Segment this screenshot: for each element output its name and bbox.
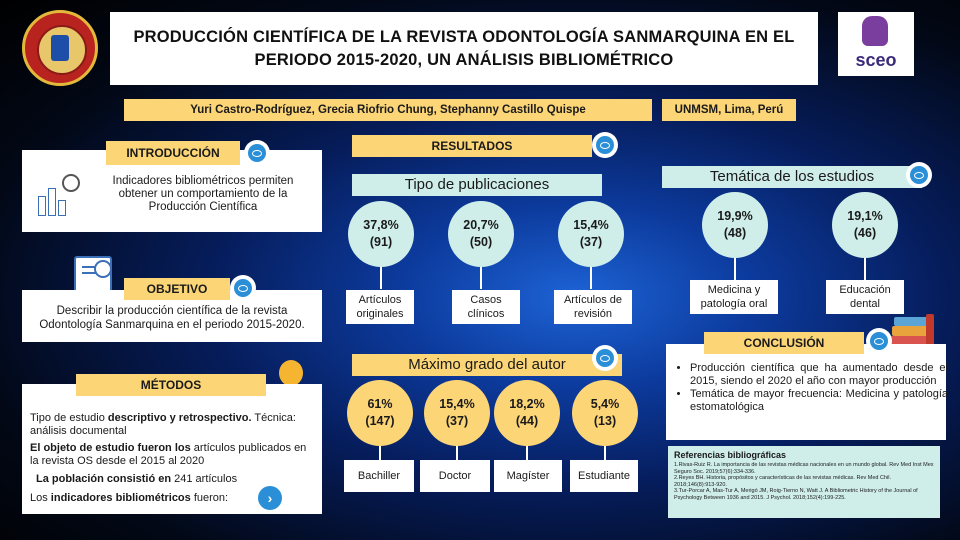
eye-icon — [592, 345, 618, 371]
metodos-paragraph-3 — [36, 473, 314, 486]
grado-pin-1 — [347, 380, 413, 468]
grado-heading: Máximo grado del autor — [352, 354, 622, 376]
sceo-logo-text: sceo — [855, 50, 897, 70]
metodos-paragraph-4 — [30, 492, 260, 505]
metodos-p4-a: Los — [30, 492, 51, 504]
introduccion-text: Indicadores bibliométricos permiten obtener un comportamiento de la Producción Científica — [112, 175, 294, 213]
objetivo-text: Describir la producción científica de la revista Odontología Sanmarquina en el periodo 2015-2020. — [39, 305, 305, 331]
tematica-pin-2 — [832, 192, 898, 280]
grado-label-1: Bachiller — [344, 460, 414, 492]
metodos-p1-b: descriptivo y retrospectivo. — [107, 412, 252, 424]
eye-icon — [906, 162, 932, 188]
tematica-label-1: Medicina y patología oral — [690, 280, 778, 314]
affiliation-bar — [662, 99, 796, 121]
tipo-label-1: Artículos originales — [346, 290, 414, 324]
grado-label-2: Doctor — [420, 460, 490, 492]
objetivo-heading: OBJETIVO — [124, 278, 230, 300]
eye-icon — [866, 328, 892, 354]
metodos-p4-c: fueron: — [190, 492, 229, 504]
tipo-circle-1 — [348, 201, 414, 267]
conclusion-item-2: • Temática de mayor frecuencia: Medicina y patología estomatológica — [690, 388, 948, 414]
sceo-logo — [838, 12, 914, 76]
tipo-circle-3 — [558, 201, 624, 267]
metodos-p1-a: Tipo de estudio — [30, 412, 108, 424]
resultados-heading: RESULTADOS — [352, 135, 592, 157]
tipo-n-3: (37) — [579, 235, 603, 249]
metodos-paragraph-2 — [30, 442, 314, 468]
tipo-pin-2 — [448, 201, 514, 289]
tipo-heading: Tipo de publicaciones — [352, 174, 602, 196]
metodos-p2-b: artículos publicados en la revista OS desde el 2015 al 2020 — [30, 442, 307, 467]
grado-pin-4 — [572, 380, 638, 468]
tooth-icon — [862, 16, 888, 46]
tematica-circle-1 — [702, 192, 768, 258]
referencia-item-2: 2.Reyes BH. Historia, propósitos y características de las revistas médicas. Rev Med Chil. 2018;146(8):913-920. — [674, 475, 892, 488]
tipo-pct-3: 15,4% — [573, 218, 609, 232]
metodos-p3-a: La población consistió en — [36, 473, 172, 485]
tematica-pct-1: 19,9% — [717, 209, 753, 223]
grado-n-1: (147) — [365, 414, 395, 428]
eye-icon — [230, 275, 256, 301]
metodos-p1-c: Técnica: análisis documental — [30, 412, 296, 437]
title-line-1: PRODUCCIÓN CIENTÍFICA DE LA REVISTA ODONTOLOGÍA SANMARQUINA EN EL — [133, 27, 795, 46]
authors-bar — [124, 99, 652, 121]
tipo-pin-3 — [558, 201, 624, 289]
grado-pct-2: 15,4% — [439, 397, 475, 411]
grado-n-2: (37) — [445, 414, 469, 428]
referencia-item-3: 3.Tur-Porcar A, Mas-Tur A, Merigó JM, Roig-Tierno N, Watt J. A Bibliometric History of the Journal of Psychology Between 1936 and 2015. J Psychol. 2018;152(4):199-225. — [674, 488, 918, 501]
tipo-circle-2 — [448, 201, 514, 267]
tematica-heading: Temática de los estudios — [662, 166, 922, 188]
grado-label-3: Magíster — [494, 460, 562, 492]
tipo-n-2: (50) — [469, 235, 493, 249]
referencias-heading: Referencias bibliográficas — [674, 450, 787, 460]
grado-label-4: Estudiante — [570, 460, 638, 492]
grado-pct-3: 18,2% — [509, 397, 545, 411]
tipo-n-1: (91) — [369, 235, 393, 249]
grado-circle-3 — [494, 380, 560, 446]
metodos-p2-a: El objeto de estudio fueron los — [30, 442, 191, 454]
next-arrow-button[interactable]: › — [258, 486, 282, 510]
tipo-pct-1: 37,8% — [363, 218, 399, 232]
title-box — [110, 12, 818, 85]
tipo-label-3: Artículos de revisión — [554, 290, 632, 324]
referencias-panel — [668, 446, 940, 518]
bar-chart-magnifier-icon — [36, 174, 82, 216]
referencia-item-1: 1.Rivas-Ruiz R. La importancia de las revistas médicas nacionales en un mundo global. Rev Med Inst Mex Seguro Soc. 2019;57(6):334-336. — [674, 462, 934, 475]
grado-pin-2 — [424, 380, 490, 468]
grado-circle-2 — [424, 380, 490, 446]
grado-n-4: (13) — [593, 414, 617, 428]
grado-circle-4 — [572, 380, 638, 446]
tematica-circle-2 — [832, 192, 898, 258]
conclusion-item-1: • Producción científica que ha aumentado desde el 2015, siendo el 2020 el año con mayor producción — [690, 362, 948, 388]
tipo-label-2: Casos clínicos — [452, 290, 520, 324]
tematica-n-1: (48) — [723, 226, 747, 240]
metodos-panel — [22, 384, 322, 514]
tematica-pin-1 — [702, 192, 768, 280]
introduccion-heading: INTRODUCCIÓN — [106, 141, 240, 165]
conclusion-list — [672, 362, 948, 414]
grado-pct-4: 5,4% — [590, 397, 620, 411]
tipo-pct-2: 20,7% — [463, 218, 499, 232]
books-icon — [890, 314, 938, 348]
conclusion-panel — [666, 344, 946, 440]
tematica-n-2: (46) — [853, 226, 877, 240]
grado-n-3: (44) — [515, 414, 539, 428]
tematica-label-2: Educación dental — [826, 280, 904, 314]
conclusion-heading: CONCLUSIÓN — [704, 332, 864, 354]
tematica-pct-2: 19,1% — [847, 209, 883, 223]
metodos-heading: MÉTODOS — [76, 374, 266, 396]
metodos-p3-b: 241 artículos — [171, 473, 238, 485]
metodos-paragraph-1 — [30, 412, 314, 438]
eye-icon — [592, 132, 618, 158]
eye-icon — [244, 140, 270, 166]
metodos-p4-b: indicadores bibliométricos — [50, 492, 191, 504]
grado-pin-3 — [494, 380, 560, 468]
university-seal-logo — [22, 10, 98, 86]
title-line-2: PERIODO 2015-2020, UN ANÁLISIS BIBLIOMÉTRICO — [254, 50, 674, 69]
grado-circle-1 — [347, 380, 413, 446]
authors-text: Yuri Castro-Rodríguez, Grecia Riofrio Chung, Stephanny Castillo Quispe — [190, 104, 586, 116]
grado-pct-1: 61% — [367, 397, 393, 411]
affiliation-text: UNMSM, Lima, Perú — [674, 104, 784, 116]
tipo-pin-1 — [348, 201, 414, 289]
